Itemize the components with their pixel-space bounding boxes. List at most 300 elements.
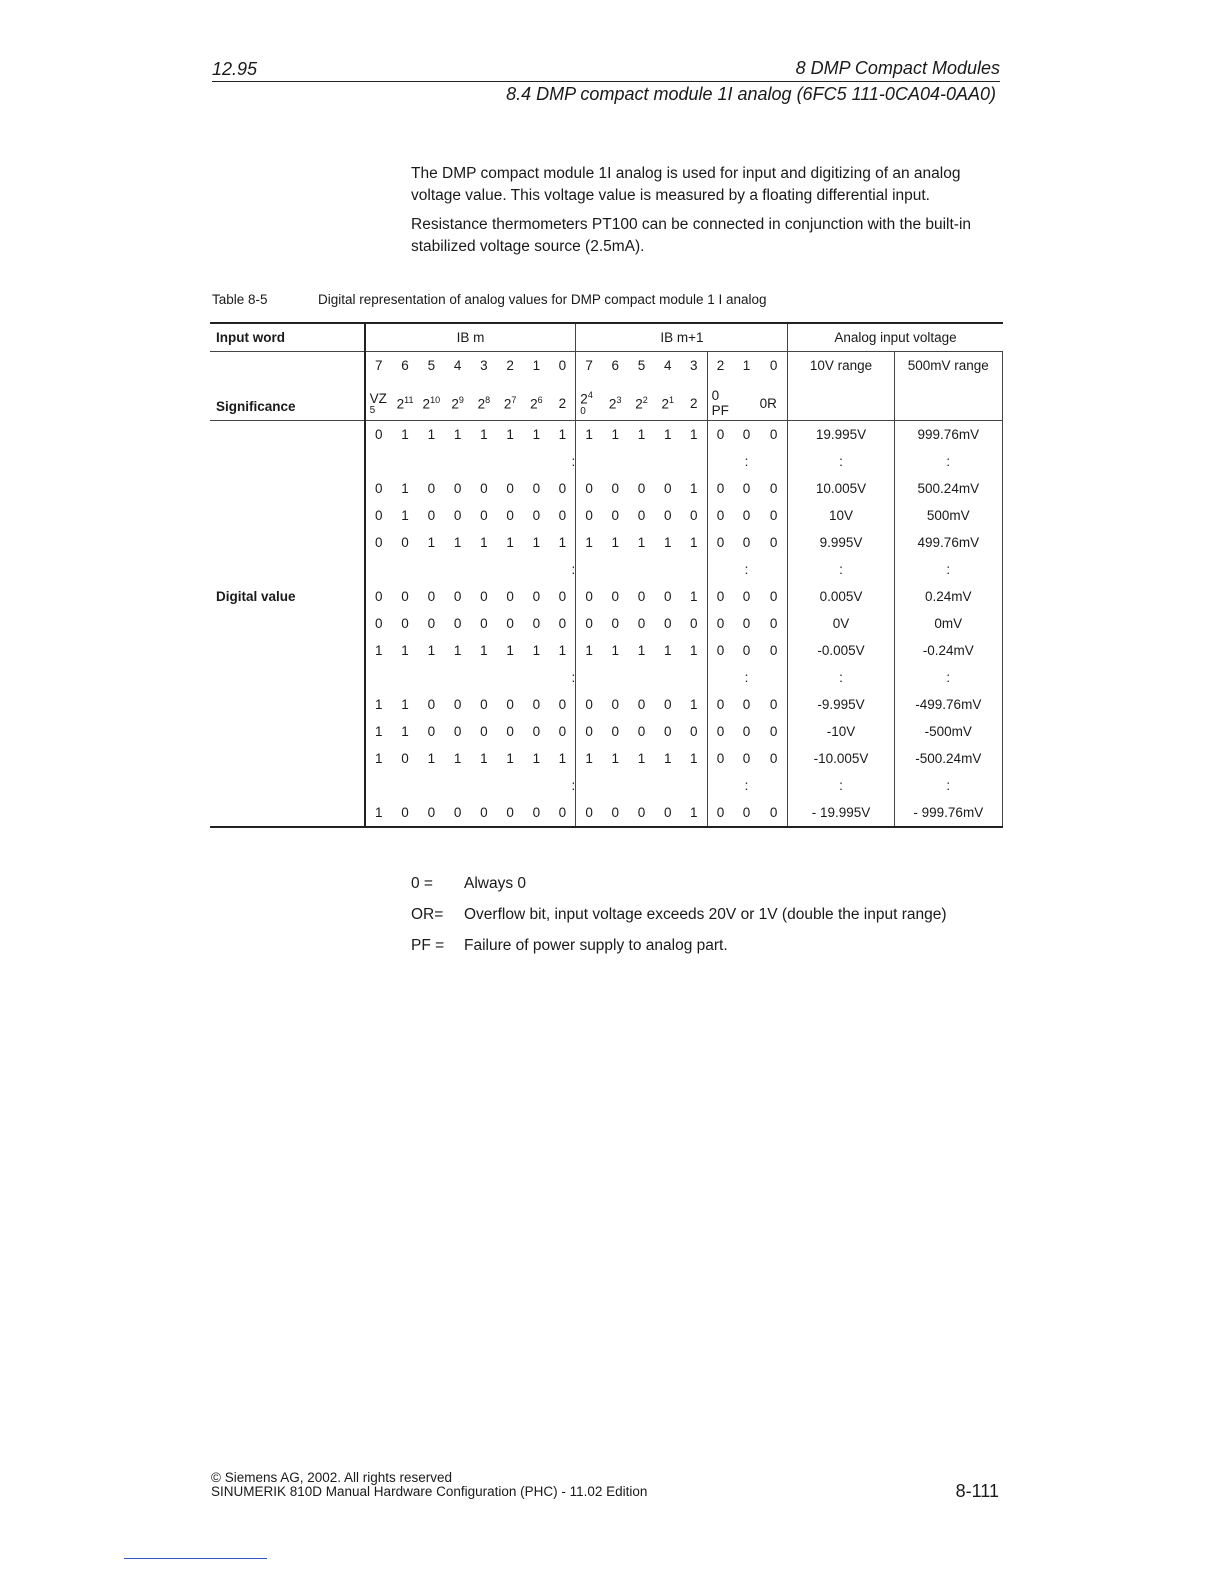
digital-value-label: Digital value <box>216 589 296 604</box>
table-cell-empty <box>788 379 894 421</box>
bit-label: 3 <box>689 358 698 373</box>
bit-value: 0 <box>576 718 602 745</box>
bit-value: 0 <box>427 724 436 739</box>
footnote-rule <box>124 1558 267 1559</box>
sig-cell <box>497 379 523 421</box>
flag-value: 0 <box>707 583 733 610</box>
bit-value: 1 <box>663 643 672 658</box>
bit-value: 0 <box>365 502 392 529</box>
bit-value: 0 <box>506 508 514 523</box>
table-cell-empty <box>365 556 392 583</box>
bit-label: 7 <box>365 352 392 380</box>
bit-value: 0 <box>401 589 409 604</box>
bit-value: 0 <box>576 610 602 637</box>
table-row <box>210 475 1003 502</box>
bit-value: 0 <box>453 697 462 712</box>
flag-value: 0 <box>742 508 751 523</box>
legend-value: Overflow bit, input voltage exceeds 20V or 1V (double the input range) <box>464 906 947 923</box>
bit-value: 1 <box>427 643 436 658</box>
bit-value: 0 <box>655 799 681 827</box>
bit-value: 0 <box>637 724 646 739</box>
table-cell-empty <box>210 718 365 745</box>
range-500mv-header: 500mV range <box>894 352 1002 380</box>
sig-cell <box>602 379 628 421</box>
bit-value: 0 <box>663 697 672 712</box>
range-10v-header: 10V range <box>788 352 894 380</box>
analog-voltage-header: Analog input voltage <box>788 323 1003 352</box>
bit-value: 0 <box>471 799 497 827</box>
flag-value: 0 <box>707 475 733 502</box>
table-cell-empty <box>210 610 365 637</box>
ellipsis-mark: : <box>744 562 749 577</box>
bit-value: 0 <box>365 475 392 502</box>
voltage-10v-value: 0.005V <box>788 583 894 610</box>
bit-value: 0 <box>453 508 462 523</box>
table-cell-empty <box>628 448 654 475</box>
bit-value: 0 <box>532 589 541 604</box>
bit-value: 0 <box>558 508 567 523</box>
voltage-500mv-value: 0mV <box>894 610 1002 637</box>
bit-value: 1 <box>689 643 698 658</box>
table-cell-empty <box>602 556 628 583</box>
sig-exp: 10 <box>430 395 441 406</box>
bit-value: 1 <box>532 751 541 766</box>
table-cell-empty <box>655 772 681 799</box>
sig-cell <box>550 379 576 421</box>
table-cell-empty <box>210 772 365 799</box>
bit-value: 0 <box>576 583 602 610</box>
bit-label: 5 <box>637 358 646 373</box>
flag-value: 0 <box>769 697 778 712</box>
legend-key: PF = <box>411 937 445 954</box>
ellipsis-mark: : <box>744 454 749 469</box>
bit-value: 1 <box>453 535 462 550</box>
intro-paragraph-2: Resistance thermometers PT100 can be connected in conjunction with the built-in stabilized voltage source (2.5mA). <box>411 216 972 255</box>
sig-base: 2 <box>580 391 588 407</box>
bit-value: 0 <box>401 751 409 766</box>
bit-value: 0 <box>611 724 619 739</box>
bit-value: 1 <box>689 427 698 442</box>
ib-m-header: IB m <box>365 323 576 352</box>
bit-value: 1 <box>637 535 646 550</box>
table-cell-empty <box>760 772 788 799</box>
ellipsis-mark: : <box>788 772 894 799</box>
bit-value: 1 <box>637 427 646 442</box>
sig-exp: 1 <box>668 395 674 406</box>
sig-base: 2 <box>530 396 538 412</box>
bit-value: 1 <box>401 481 409 496</box>
voltage-500mv-value: - 999.76mV <box>894 799 1002 827</box>
table-row <box>210 691 1003 718</box>
bit-label: 6 <box>611 358 619 373</box>
voltage-500mv-value: -499.76mV <box>894 691 1002 718</box>
bit-label: 1 <box>532 358 541 373</box>
bit-value: 0 <box>523 799 549 827</box>
bit-value: 1 <box>401 643 409 658</box>
ellipsis-mark: : <box>744 778 749 793</box>
bit-value: 1 <box>576 529 602 556</box>
bit-label: 4 <box>453 358 462 373</box>
voltage-10v-value: 0V <box>788 610 894 637</box>
legend-value: Always 0 <box>464 875 527 892</box>
flag-value: 0 <box>742 751 751 766</box>
bit-value: 1 <box>401 427 409 442</box>
bit-value: 0 <box>532 481 541 496</box>
bit-value: 0 <box>558 616 567 631</box>
bit-label: 4 <box>663 358 672 373</box>
bit-label: 0 <box>558 358 567 373</box>
bit-value: 0 <box>444 799 470 827</box>
voltage-500mv-value: 499.76mV <box>894 529 1002 556</box>
table-cell-empty <box>655 556 681 583</box>
ellipsis-mark: : <box>788 448 894 475</box>
bit-value: 0 <box>453 589 462 604</box>
bit-value: 0 <box>401 616 409 631</box>
flag-value: 0 <box>769 643 778 658</box>
table-cell-empty <box>210 475 365 502</box>
ellipsis-mark: : <box>788 556 894 583</box>
legend-value: Failure of power supply to analog part. <box>464 937 728 954</box>
bit-value: 0 <box>365 529 392 556</box>
table-cell-empty <box>602 772 628 799</box>
bit-value: 1 <box>663 751 672 766</box>
voltage-500mv-value: 0.24mV <box>894 583 1002 610</box>
voltage-10v-value: 19.995V <box>788 421 894 449</box>
table-cell-empty <box>523 772 549 799</box>
table-cell-empty <box>392 556 418 583</box>
bit-value: 0 <box>611 697 619 712</box>
bit-value: 1 <box>611 535 619 550</box>
bit-label: 7 <box>576 352 602 380</box>
bit-value: 1 <box>401 697 409 712</box>
table-cell-empty <box>418 664 444 691</box>
table-cell-empty <box>602 448 628 475</box>
bit-value: 1 <box>427 427 436 442</box>
table-cell-empty <box>210 691 365 718</box>
flag-value: 0 <box>769 535 778 550</box>
bit-value: 1 <box>576 421 602 449</box>
bit-value: 1 <box>365 718 392 745</box>
ellipsis-mark: : <box>894 556 1002 583</box>
table-cell-empty <box>210 745 365 772</box>
bit-value: 1 <box>689 697 698 712</box>
header-date: 12.95 <box>212 59 258 79</box>
analog-value-table <box>210 322 1003 828</box>
bit-value: 1 <box>558 643 567 658</box>
table-cell-empty <box>365 664 392 691</box>
bit-value: 0 <box>506 481 514 496</box>
bit-value: 0 <box>532 616 541 631</box>
table-row <box>210 799 1003 827</box>
bit-value: 1 <box>506 535 514 550</box>
legend-key: 0 = <box>411 875 433 892</box>
table-row <box>210 529 1003 556</box>
significance-row <box>210 379 1003 421</box>
table-cell-empty <box>210 352 365 380</box>
sig-cell <box>444 379 470 421</box>
table-cell-empty <box>392 664 418 691</box>
sig-exp: 6 <box>537 395 543 406</box>
bit-value: 1 <box>611 643 619 658</box>
bit-label: 3 <box>480 358 488 373</box>
table-cell-empty <box>576 772 602 799</box>
bit-value: 1 <box>637 643 646 658</box>
table-row <box>210 718 1003 745</box>
sig-base: 2 <box>558 396 567 411</box>
bit-value: 0 <box>558 697 567 712</box>
bit-value: 1 <box>365 799 392 827</box>
table-cell-empty <box>418 556 444 583</box>
bit-value: 0 <box>628 799 654 827</box>
sig-sub: 0 <box>580 405 586 417</box>
sig-exp: 3 <box>616 395 622 406</box>
bit-value: 0 <box>401 535 409 550</box>
bit-value: 0 <box>611 616 619 631</box>
flag-value: 0 <box>742 724 751 739</box>
bit-value: 1 <box>453 751 462 766</box>
flag-value: 0 <box>742 481 751 496</box>
ellipsis-mark: : <box>571 670 576 685</box>
flag-value: 0 <box>769 481 778 496</box>
bit-value: 0 <box>611 589 619 604</box>
bit-value: 0 <box>576 502 602 529</box>
ellipsis-mark: : <box>571 454 576 469</box>
bit-label: 6 <box>401 358 409 373</box>
bit-value: 1 <box>427 751 436 766</box>
sig-pf: PF <box>711 403 729 418</box>
flag-value: 0 <box>707 421 733 449</box>
bit-value: 1 <box>453 643 462 658</box>
bit-value: 0 <box>663 508 672 523</box>
header-section: 8.4 DMP compact module 1I analog (6FC5 111-0CA04-0AA0) <box>506 84 996 104</box>
bit-value: 0 <box>637 697 646 712</box>
bit-value: 0 <box>453 616 462 631</box>
table-cell-empty <box>681 556 707 583</box>
table-cell-empty <box>894 379 1002 421</box>
bit-value: 1 <box>689 481 698 496</box>
table-cell-empty <box>210 664 365 691</box>
bit-value: 0 <box>497 799 523 827</box>
bit-value: 0 <box>427 589 436 604</box>
bit-label: 0 <box>769 358 778 373</box>
flag-value: 0 <box>707 745 733 772</box>
flag-value: 0 <box>707 691 733 718</box>
sig-vz-sub: 5 <box>369 405 376 416</box>
sig-base: 2 <box>503 396 512 412</box>
legend-key: OR= <box>411 906 444 923</box>
flag-value: 0 <box>769 589 778 604</box>
table-cell-empty <box>418 772 444 799</box>
table-cell-empty <box>497 664 523 691</box>
table-cell-empty <box>628 664 654 691</box>
bit-value: 1 <box>558 535 567 550</box>
header-chapter: 8 DMP Compact Modules <box>795 58 1000 78</box>
flag-value: 0 <box>742 616 751 631</box>
flag-value: 0 <box>707 718 733 745</box>
ib-m1-header: IB m+1 <box>576 323 788 352</box>
flag-value: 0 <box>769 427 778 442</box>
table-cell-empty <box>418 448 444 475</box>
flag-value: 0 <box>760 799 788 827</box>
header-rule <box>212 81 1000 82</box>
bit-value: 0 <box>480 508 488 523</box>
bit-value: 1 <box>365 637 392 664</box>
sig-vz: VZ <box>369 391 387 406</box>
table-cell-empty <box>365 772 392 799</box>
ellipsis-mark: : <box>571 778 576 793</box>
bit-value: 0 <box>558 589 567 604</box>
table-cell-empty <box>392 772 418 799</box>
table-cell-empty <box>497 556 523 583</box>
bit-value: 0 <box>576 691 602 718</box>
table-cell-empty <box>707 448 733 475</box>
bit-value: 1 <box>401 724 409 739</box>
flag-value: 0 <box>742 535 751 550</box>
table-cell-empty <box>444 664 470 691</box>
bit-value: 1 <box>532 643 541 658</box>
bit-value: 0 <box>637 589 646 604</box>
bit-value: 0 <box>532 508 541 523</box>
input-word-label: Input word <box>210 323 365 352</box>
sig-base: 2 <box>396 396 405 412</box>
bit-number-row <box>210 352 1003 380</box>
sig-or: 0R <box>759 396 777 411</box>
sig-base: 2 <box>422 396 431 412</box>
table-caption-number: Table 8-5 <box>212 292 268 307</box>
table-cell-empty <box>523 448 549 475</box>
table-row <box>210 421 1003 449</box>
table-cell-empty <box>444 556 470 583</box>
table-cell-empty <box>628 556 654 583</box>
bit-value: 0 <box>453 724 462 739</box>
voltage-500mv-value: -0.24mV <box>894 637 1002 664</box>
flag-value: 0 <box>769 508 778 523</box>
bit-value: 1 <box>401 508 409 523</box>
sig-exp: 2 <box>642 395 648 406</box>
bit-value: 0 <box>480 481 488 496</box>
bit-label: 2 <box>506 358 514 373</box>
flag-value: 0 <box>742 427 751 442</box>
table-cell-empty <box>681 772 707 799</box>
sig-base: 2 <box>477 396 486 412</box>
sig-cell <box>523 379 549 421</box>
sig-base: 2 <box>635 396 643 412</box>
voltage-500mv-value: 999.76mV <box>894 421 1002 449</box>
sig-cell <box>392 379 418 421</box>
voltage-500mv-value: -500.24mV <box>894 745 1002 772</box>
bit-value: 1 <box>663 427 672 442</box>
bit-value: 1 <box>689 589 698 604</box>
voltage-500mv-value: 500mV <box>894 502 1002 529</box>
bit-value: 0 <box>532 697 541 712</box>
bit-value: 0 <box>506 724 514 739</box>
voltage-500mv-value: -500mV <box>894 718 1002 745</box>
bit-label: 2 <box>707 352 733 380</box>
bit-value: 0 <box>480 589 488 604</box>
bit-value: 0 <box>637 616 646 631</box>
table-cell-empty <box>471 664 497 691</box>
table-row <box>210 502 1003 529</box>
table-cell-empty <box>576 664 602 691</box>
bit-value: 1 <box>365 691 392 718</box>
table-cell-empty <box>210 529 365 556</box>
flag-value: 0 <box>707 799 733 827</box>
table-cell-empty <box>760 556 788 583</box>
table-cell-empty <box>681 448 707 475</box>
table-cell-empty <box>602 664 628 691</box>
table-row <box>210 583 1003 610</box>
voltage-10v-value: 10V <box>788 502 894 529</box>
bit-value: 0 <box>663 589 672 604</box>
table-cell-empty <box>681 664 707 691</box>
sig-base: 2 <box>451 396 459 412</box>
page-number: 8-111 <box>955 1481 999 1501</box>
bit-value: 1 <box>453 427 462 442</box>
table-cell-empty <box>444 772 470 799</box>
table-cell-empty <box>655 664 681 691</box>
footer-copyright: © Siemens AG, 2002. All rights reserved <box>211 1470 453 1485</box>
bit-value: 0 <box>576 475 602 502</box>
sig-cell <box>655 379 681 421</box>
bit-value: 0 <box>611 481 619 496</box>
bit-value: 0 <box>558 481 567 496</box>
bit-value: 1 <box>506 751 514 766</box>
table-row-ellipsis <box>210 664 1003 691</box>
bit-value: 0 <box>365 583 392 610</box>
significance-label: Significance <box>210 379 365 421</box>
sig-exp: 4 <box>587 390 593 401</box>
sig-base: 2 <box>608 396 617 412</box>
bit-value: 0 <box>392 799 418 827</box>
table-cell-empty <box>523 556 549 583</box>
ellipsis-mark: : <box>894 664 1002 691</box>
sig-cell <box>681 379 707 421</box>
bit-value: 1 <box>365 745 392 772</box>
bit-value: 0 <box>427 508 436 523</box>
bit-value: 0 <box>663 481 672 496</box>
bit-value: 0 <box>480 697 488 712</box>
flag-value: 0 <box>742 697 751 712</box>
table-cell-empty <box>210 799 365 827</box>
bit-label: 5 <box>427 358 436 373</box>
voltage-10v-value: 10.005V <box>788 475 894 502</box>
sig-exp: 8 <box>485 395 491 406</box>
flag-value: 0 <box>707 502 733 529</box>
flag-value: 0 <box>707 610 733 637</box>
bit-value: 1 <box>689 535 698 550</box>
bit-value: 0 <box>637 508 646 523</box>
voltage-10v-value: -10V <box>788 718 894 745</box>
table-cell-empty <box>210 448 365 475</box>
ellipsis-mark: : <box>894 772 1002 799</box>
bit-value: 0 <box>418 799 444 827</box>
bit-value: 1 <box>506 427 514 442</box>
bit-value: 1 <box>637 751 646 766</box>
bit-value: 0 <box>689 508 698 523</box>
table-cell-empty <box>760 664 788 691</box>
flag-value: 0 <box>707 529 733 556</box>
bit-value: 1 <box>689 751 698 766</box>
bit-value: 1 <box>480 535 488 550</box>
bit-value: 0 <box>611 508 619 523</box>
sig-cell <box>418 379 444 421</box>
bit-value: 1 <box>611 427 619 442</box>
bit-value: 0 <box>506 697 514 712</box>
bit-value: 0 <box>689 616 698 631</box>
bit-value: 0 <box>532 724 541 739</box>
table-cell-empty <box>210 556 365 583</box>
table-caption-text: Digital representation of analog values for DMP compact module 1 I analog <box>318 292 767 307</box>
